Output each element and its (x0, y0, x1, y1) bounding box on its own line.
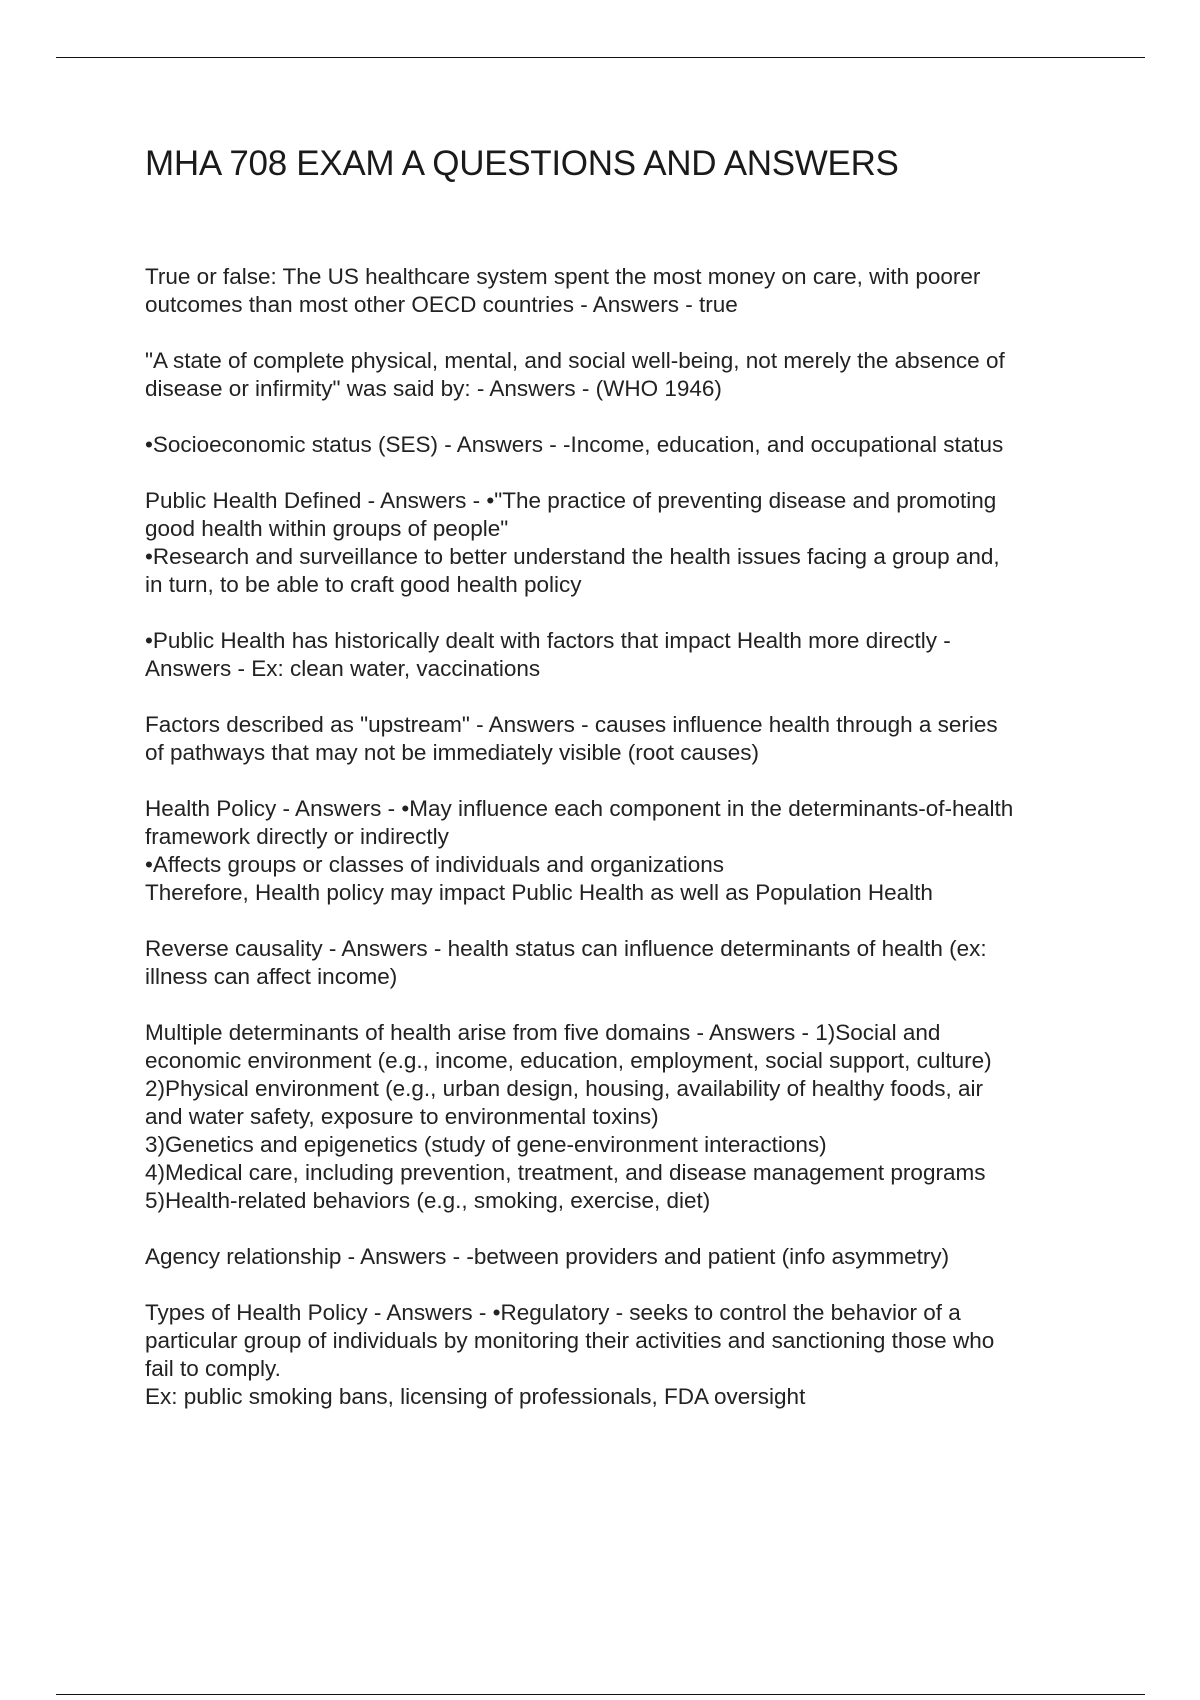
qa-line: disease or infirmity" was said by: - Answers - (WHO 1946) (145, 376, 722, 401)
qa-line: Reverse causality - Answers - health status can influence determinants of health (ex: (145, 936, 987, 961)
qa-item (145, 627, 1090, 683)
qa-line: Public Health Defined - Answers - •"The practice of preventing disease and promoting (145, 488, 997, 513)
qa-line: Health Policy - Answers - •May influence each component in the determinants-of-health (145, 796, 1014, 821)
qa-line: of pathways that may not be immediately visible (root causes) (145, 740, 760, 765)
qa-line: •Affects groups or classes of individuals and organizations (145, 852, 725, 877)
qa-line: in turn, to be able to craft good health policy (145, 572, 582, 597)
qa-list (145, 263, 1090, 1439)
qa-line: Ex: public smoking bans, licensing of professionals, FDA oversight (145, 1384, 806, 1409)
qa-line: fail to comply. (145, 1356, 281, 1381)
qa-item (145, 1243, 1090, 1271)
qa-line: framework directly or indirectly (145, 824, 449, 849)
qa-item (145, 431, 1090, 459)
top-rule (56, 57, 1145, 58)
qa-line: 3)Genetics and epigenetics (study of gene-environment interactions) (145, 1132, 827, 1157)
qa-line: •Research and surveillance to better understand the health issues facing a group and, (145, 544, 1000, 569)
qa-item (145, 487, 1090, 599)
qa-item (145, 935, 1090, 991)
qa-line: outcomes than most other OECD countries - Answers - true (145, 292, 738, 317)
qa-line: Types of Health Policy - Answers - •Regulatory - seeks to control the behavior of a (145, 1300, 961, 1325)
qa-item (145, 1299, 1090, 1411)
qa-line: Agency relationship - Answers - -between providers and patient (info asymmetry) (145, 1244, 950, 1269)
qa-line: 4)Medical care, including prevention, treatment, and disease management programs (145, 1160, 986, 1185)
qa-item (145, 347, 1090, 403)
qa-line: "A state of complete physical, mental, and social well-being, not merely the absence of (145, 348, 1005, 373)
qa-item (145, 263, 1090, 319)
qa-line: •Public Health has historically dealt with factors that impact Health more directly - (145, 628, 951, 653)
qa-line: 5)Health-related behaviors (e.g., smoking, exercise, diet) (145, 1188, 711, 1213)
qa-line: illness can affect income) (145, 964, 398, 989)
qa-item (145, 795, 1090, 907)
qa-line: good health within groups of people" (145, 516, 509, 541)
qa-line: Multiple determinants of health arise from five domains - Answers - 1)Social and (145, 1020, 941, 1045)
qa-line: True or false: The US healthcare system spent the most money on care, with poorer (145, 264, 981, 289)
qa-line: and water safety, exposure to environmental toxins) (145, 1104, 659, 1129)
qa-item (145, 711, 1090, 767)
bottom-rule (56, 1694, 1145, 1695)
qa-line: Answers - Ex: clean water, vaccinations (145, 656, 541, 681)
qa-line: 2)Physical environment (e.g., urban design, housing, availability of healthy foods, air (145, 1076, 983, 1101)
qa-line: economic environment (e.g., income, education, employment, social support, culture) (145, 1048, 992, 1073)
qa-item (145, 1019, 1090, 1215)
qa-line: •Socioeconomic status (SES) - Answers - -Income, education, and occupational status (145, 432, 1004, 457)
qa-line: Factors described as "upstream" - Answers - causes influence health through a series (145, 712, 998, 737)
document-title: MHA 708 EXAM A QUESTIONS AND ANSWERS (145, 144, 899, 183)
qa-line: Therefore, Health policy may impact Public Health as well as Population Health (145, 880, 933, 905)
qa-line: particular group of individuals by monitoring their activities and sanctioning those who (145, 1328, 995, 1353)
